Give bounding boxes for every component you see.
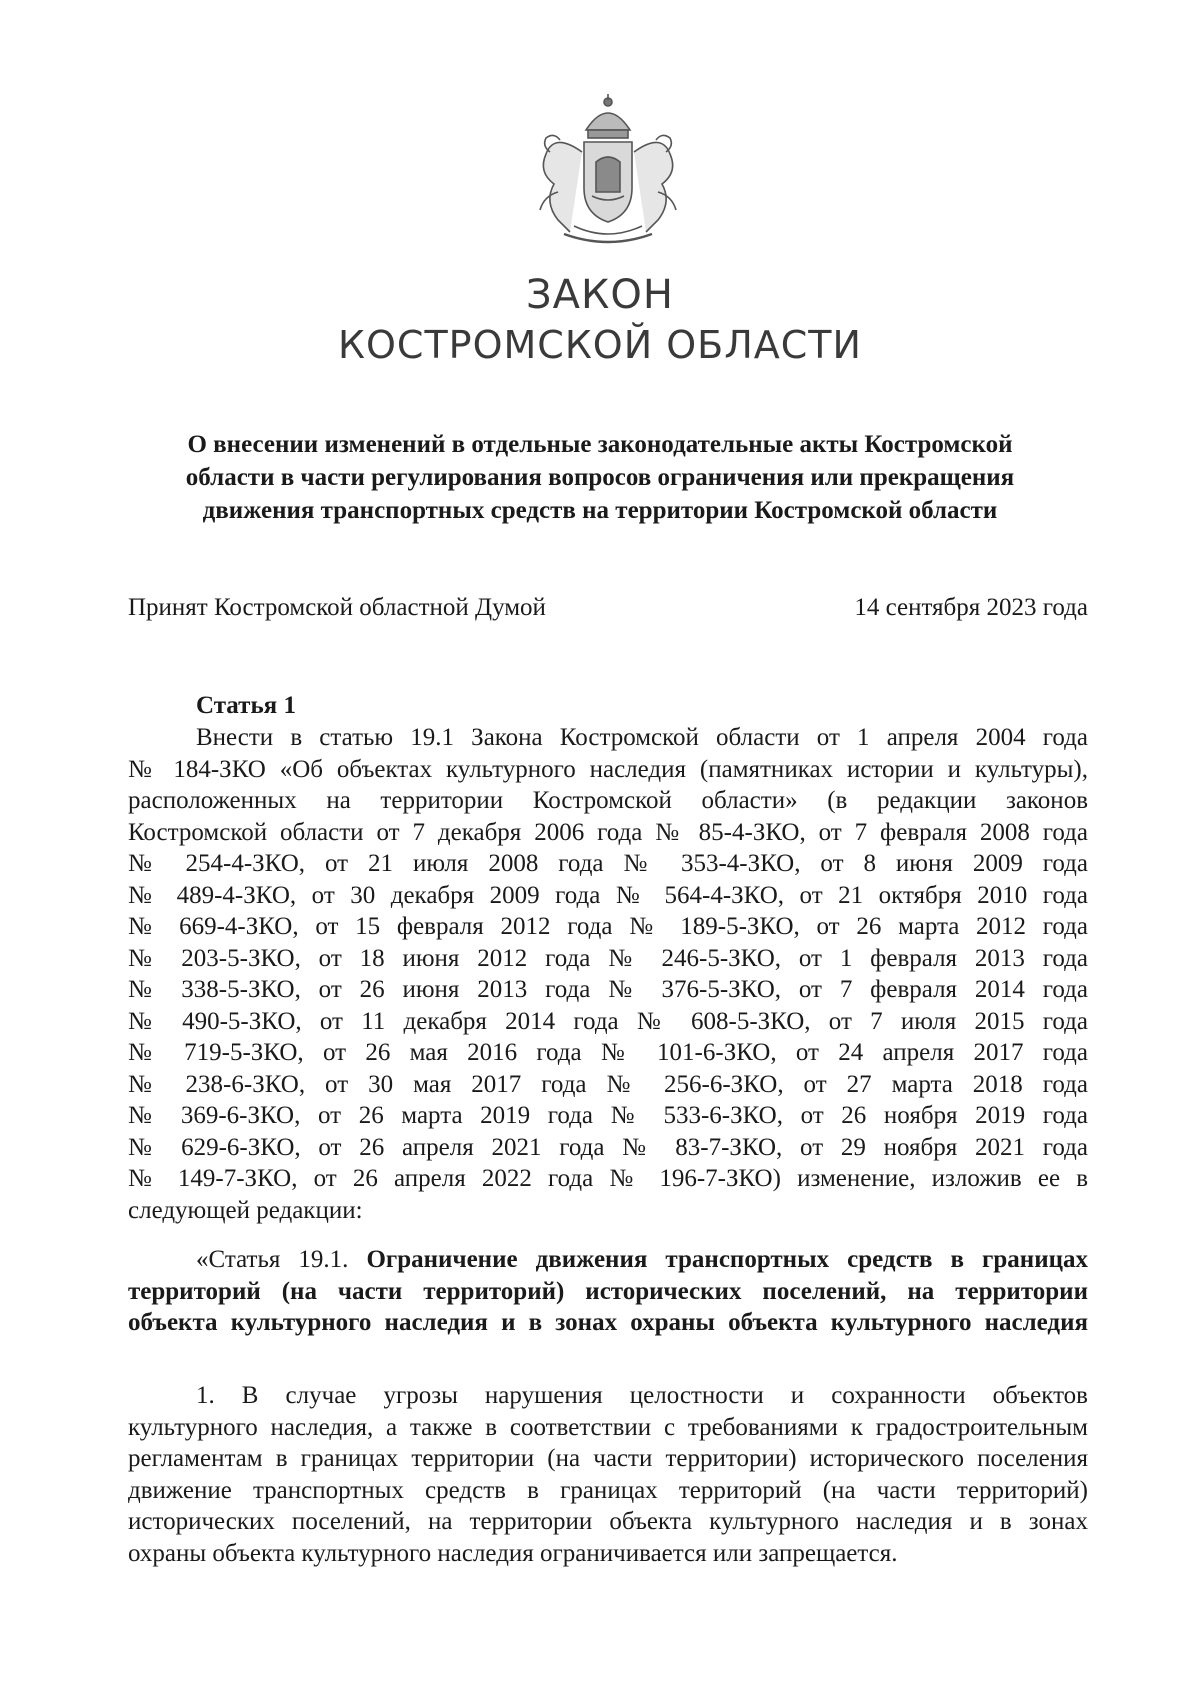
adopted-date: 14 сентября 2023 года [854, 594, 1088, 621]
law-heading: ЗАКОН [526, 272, 674, 318]
new-article-title-line: территорий (на части территорий) исторических поселений, на территории [128, 1277, 1088, 1305]
document-title-line: О внесении изменений в отдельные законодательные акты Костромской [187, 431, 1013, 458]
text-line: расположенных на территории Костромской области» (в редакции законов [128, 787, 1088, 814]
adopted-by: Принят Костромской областной Думой [128, 594, 546, 621]
text-line: № 490-5-ЗКО, от 11 декабря 2014 года № 608-5-ЗКО, от 7 июля 2015 года [128, 1007, 1088, 1035]
new-article-title-text: Ограничение движения транспортных средств в границах [366, 1246, 1088, 1273]
text-line: № 338-5-ЗКО, от 26 июня 2013 года № 376-5-ЗКО, от 7 февраля 2014 года [128, 976, 1088, 1003]
new-article-title-line [128, 1244, 1088, 1276]
text-line: культурного наследия, а также в соответствии с требованиями к градостроительным [128, 1413, 1088, 1441]
text-line: следующей редакции: [128, 1196, 363, 1224]
document-title-line: области в части регулирования вопросов ограничения или прекращения [185, 464, 1015, 491]
text-line: № 149-7-ЗКО, от 26 апреля 2022 года № 196-7-ЗКО) изменение, изложив ее в [128, 1165, 1088, 1192]
text-line: № 184-ЗКО «Об объектах культурного наследия (памятниках истории и культуры), [128, 755, 1088, 783]
document-title [140, 428, 1060, 527]
text-line: № 369-6-ЗКО, от 26 марта 2019 года № 533-6-ЗКО, от 26 ноября 2019 года [128, 1102, 1088, 1129]
clause-1-text [128, 1380, 1088, 1569]
text-line: регламентам в границах территории (на части территории) исторического поселения [128, 1445, 1088, 1472]
article-1-text [128, 722, 1088, 1226]
text-line: Внести в статью 19.1 Закона Костромской области от 1 апреля 2004 года [196, 724, 1088, 751]
text-line: движение транспортных средств в границах территорий (на части территорий) [128, 1476, 1088, 1504]
text-line: № 669-4-ЗКО, от 15 февраля 2012 года № 189-5-ЗКО, от 26 марта 2012 года [128, 913, 1088, 940]
text-line: № 203-5-ЗКО, от 18 июня 2012 года № 246-5-ЗКО, от 1 февраля 2013 года [128, 944, 1088, 972]
new-article-heading [128, 1244, 1088, 1339]
text-line: № 254-4-ЗКО, от 21 июля 2008 года № 353-4-ЗКО, от 8 июня 2009 года [128, 850, 1088, 877]
text-line: № 489-4-ЗКО, от 30 декабря 2009 года № 564-4-ЗКО, от 21 октября 2010 года [128, 881, 1088, 909]
text-line: исторических поселений, на территории объекта культурного наследия и в зонах [128, 1508, 1088, 1535]
coat-of-arms-emblem [524, 92, 692, 252]
coat-of-arms-icon [524, 92, 692, 252]
text-line: Костромской области от 7 декабря 2006 года № 85-4-ЗКО, от 7 февраля 2008 года [128, 818, 1088, 846]
article-heading: Статья 1 [196, 692, 296, 719]
text-line: № 238-6-ЗКО, от 30 мая 2017 года № 256-6-ЗКО, от 27 марта 2018 года [128, 1070, 1088, 1098]
new-article-prefix: «Статья 19.1. [196, 1246, 367, 1273]
new-article-title-line: объекта культурного наследия и в зонах охраны объекта культурного наследия [128, 1309, 1088, 1336]
document-title-line: движения транспортных средств на территории Костромской области [202, 497, 998, 524]
text-line: 1. В случае угрозы нарушения целостности и сохранности объектов [196, 1382, 1088, 1409]
text-line: № 719-5-ЗКО, от 26 мая 2016 года № 101-6-ЗКО, от 24 апреля 2017 года [128, 1039, 1088, 1066]
text-line: № 629-6-ЗКО, от 26 апреля 2021 года № 83-7-ЗКО, от 29 ноября 2021 года [128, 1133, 1088, 1161]
region-heading: КОСТРОМСКОЙ ОБЛАСТИ [338, 323, 862, 367]
text-line: охраны объекта культурного наследия ограничивается или запрещается. [128, 1539, 898, 1567]
